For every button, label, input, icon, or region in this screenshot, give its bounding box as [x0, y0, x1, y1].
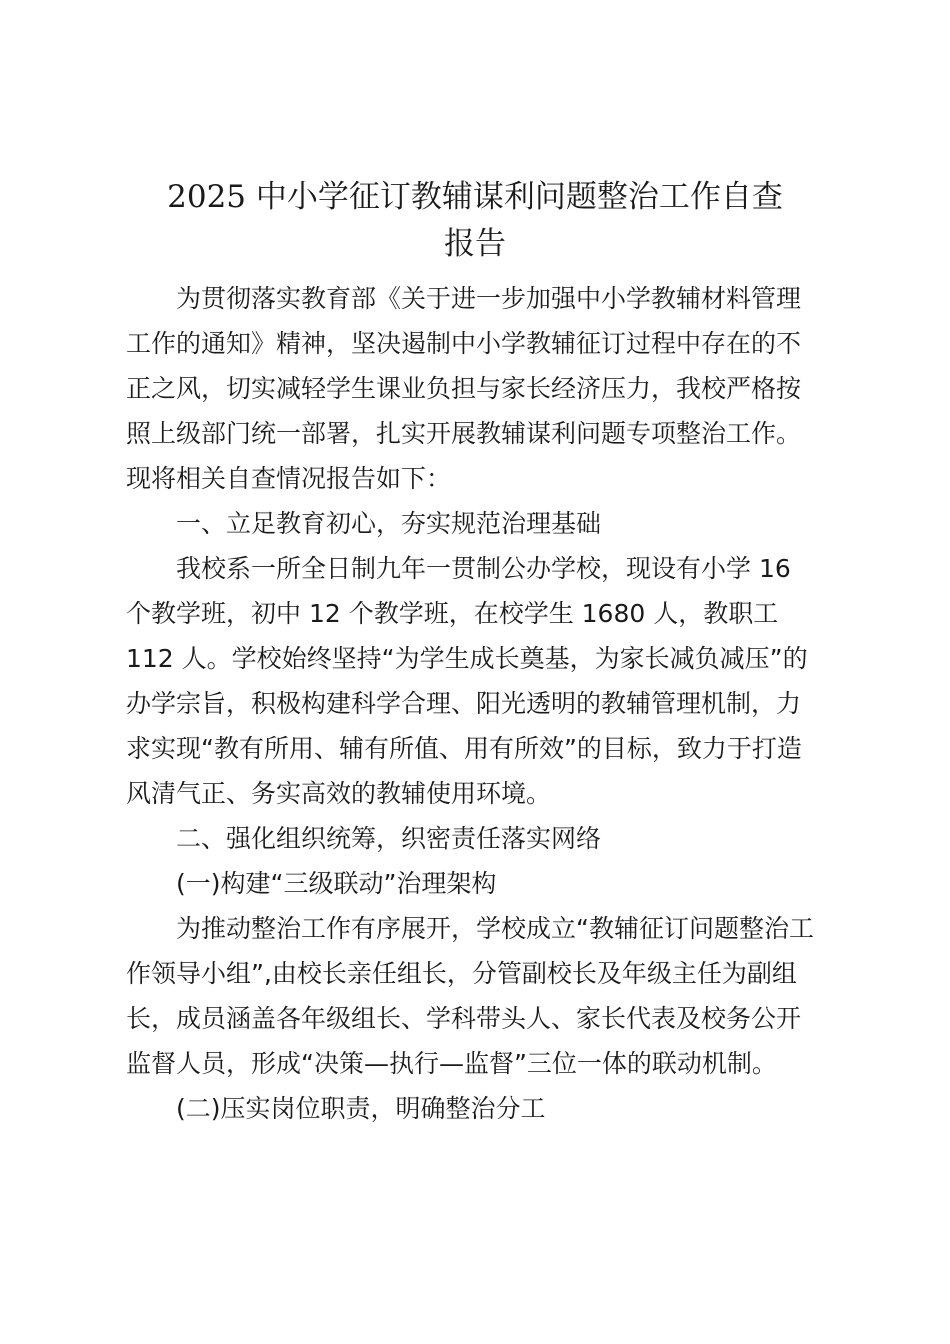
section-heading-2: 二、强化组织统筹，织密责任落实网络	[176, 824, 602, 853]
paragraph-line: 求实现“教有所用、辅有所值、用有所效”的目标，致力于打造	[126, 734, 802, 763]
paragraph-line: 为贯彻落实教育部《关于进一步加强中小学教辅材料管理	[176, 284, 802, 313]
section-heading-1: 一、立足教育初心，夯实规范治理基础	[176, 509, 602, 538]
paragraph-line: 个教学班，初中 12 个教学班，在校学生 1680 人，教职工	[126, 599, 779, 628]
paragraph-line: 长，成员涵盖各年级组长、学科带头人、家长代表及校务公开	[126, 1004, 802, 1033]
paragraph-line: 现将相关自查情况报告如下：	[126, 464, 452, 493]
document-title-line-1: 2025 中小学征订教辅谋利问题整治工作自查	[167, 179, 783, 215]
paragraph-line: 办学宗旨，积极构建科学合理、阳光透明的教辅管理机制，力	[126, 689, 802, 718]
document-title-line-2: 报告	[444, 226, 506, 262]
subsection-heading-1: (一)构建“三级联动”治理架构	[176, 869, 497, 898]
paragraph-line: 作领导小组”,由校长亲任组长，分管副校长及年级主任为副组	[126, 959, 797, 988]
paragraph-line: 我校系一所全日制九年一贯制公办学校，现设有小学 16	[176, 554, 791, 583]
subsection-heading-2: (二)压实岗位职责，明确整治分工	[176, 1094, 546, 1123]
paragraph-line: 工作的通知》精神，坚决遏制中小学教辅征订过程中存在的不	[126, 329, 802, 358]
paragraph-line: 为推动整治工作有序展开，学校成立“教辅征订问题整治工	[176, 914, 814, 943]
paragraph-line: 风清气正、务实高效的教辅使用环境。	[126, 779, 552, 808]
paragraph-line: 照上级部门统一部署，扎实开展教辅谋利问题专项整治工作。	[126, 419, 802, 448]
paragraph-line: 监督人员，形成“决策—执行—监督”三位一体的联动机制。	[126, 1049, 777, 1078]
paragraph-line: 112 人。学校始终坚持“为学生成长奠基，为家长减负减压”的	[126, 644, 808, 673]
paragraph-line: 正之风，切实减轻学生课业负担与家长经济压力，我校严格按	[126, 374, 802, 403]
